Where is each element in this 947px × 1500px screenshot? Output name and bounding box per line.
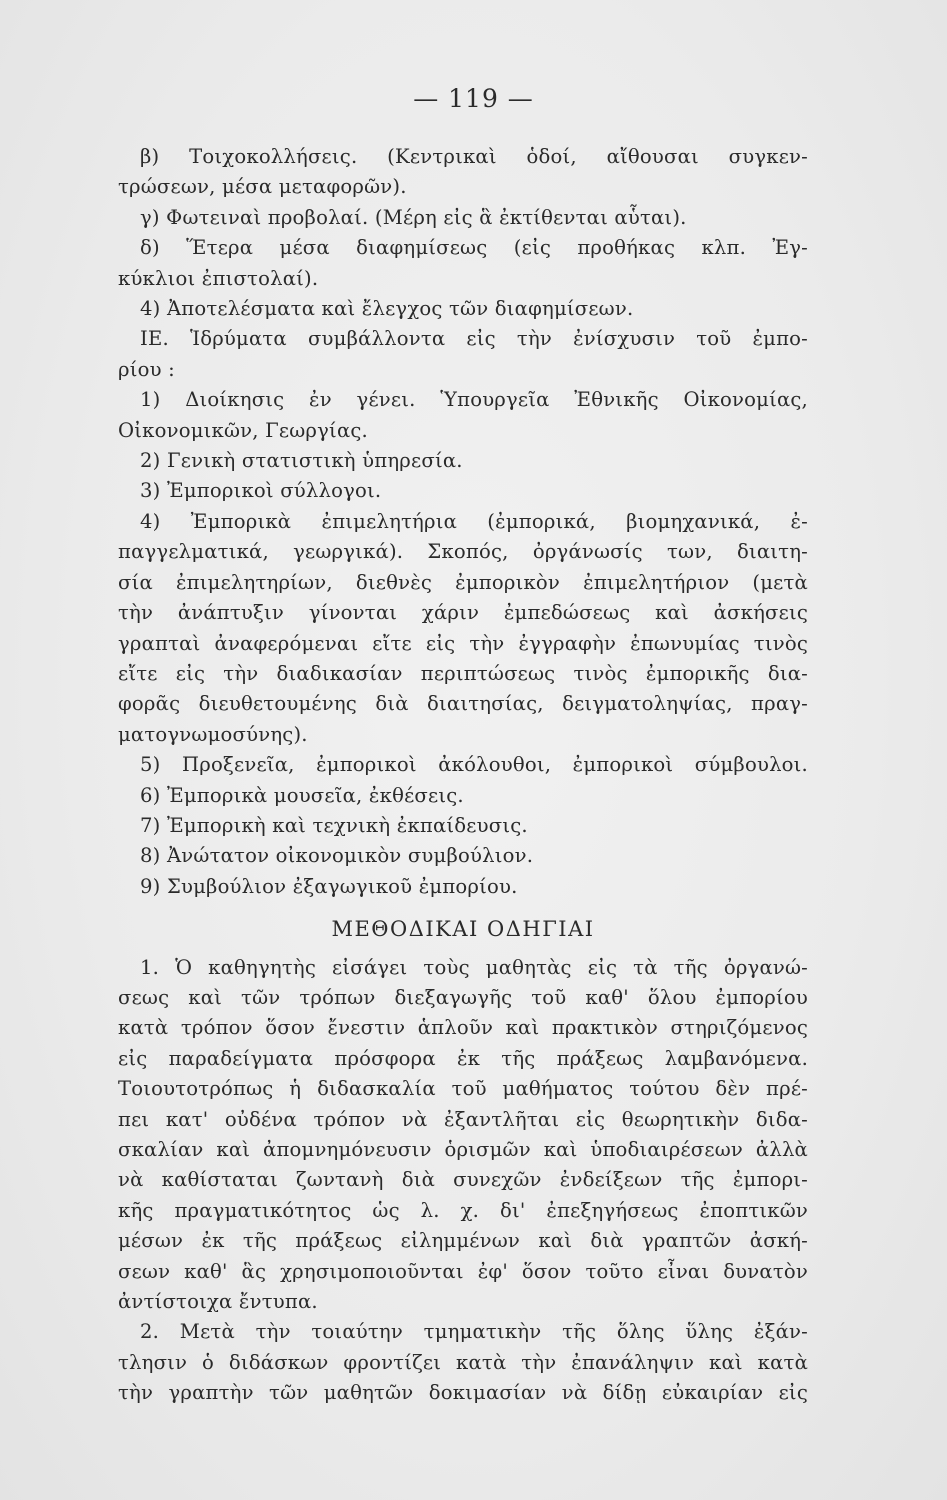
text-line: τρώσεων, μέσα μεταφορῶν). (118, 175, 407, 199)
text-line: τὴν γραπτὴν τῶν μαθητῶν δοκιμασίαν νὰ δίδῃ εὐκαιρίαν εἰς (118, 1381, 808, 1405)
text-line: γραπταὶ ἀναφερόμεναι εἴτε εἰς τὴν ἐγγραφὴν ἐπωνυμίας τινὸς (118, 631, 808, 655)
text-line: σκαλίαν καὶ ἀπομνημόνευσιν ὁρισμῶν καὶ ὑποδιαιρέσεων ἀλλὰ (118, 1138, 808, 1161)
text-line: τλησιν ὁ διδάσκων φροντίζει κατὰ τὴν ἐπανάληψιν καὶ κατὰ (118, 1350, 808, 1374)
text-line: κατὰ τρόπον ὅσον ἔνεστιν ἁπλοῦν καὶ πρακτικὸν στηριζόμενος (118, 1016, 808, 1040)
page-number: — 119 — (413, 84, 534, 113)
text-line: 4) Ἀποτελέσματα καὶ ἔλεγχος τῶν διαφημίσεων. (140, 297, 634, 321)
page-body (118, 142, 808, 1409)
text-line: Τοιουτοτρόπως ἡ διδασκαλία τοῦ μαθήματος τούτου δὲν πρέ- (118, 1077, 808, 1101)
text-line: 5) Προξενεῖα, ἐμπορικοὶ ἀκόλουθοι, ἐμπορικοὶ σύμβουλοι. (140, 753, 808, 777)
text-line: 1. Ὁ καθηγητὴς εἰσάγει τοὺς μαθητὰς εἰς τὰ τῆς ὀργανώ- (140, 955, 808, 979)
text-line: εἴτε εἰς τὴν διαδικασίαν περιπτώσεως τινὸς ἐμπορικῆς δια- (118, 661, 808, 685)
text-line: 2) Γενικὴ στατιστικὴ ὑπηρεσία. (140, 449, 463, 473)
text-line: φορᾶς διευθετουμένης διὰ διαιτησίας, δειγματοληψίας, πραγ- (118, 692, 808, 716)
text-line: σεων καθ' ἃς χρησιμοποιοῦνται ἐφ' ὅσον τοῦτο εἶναι δυνατὸν (118, 1259, 808, 1283)
curriculum-list (118, 142, 808, 902)
text-line: τὴν ἀνάπτυξιν γίνονται χάριν ἐμπεδώσεως καὶ ἀσκήσεις (118, 601, 808, 625)
text-line: 9) Συμβούλιον ἐξαγωγικοῦ ἐμπορίου. (140, 874, 518, 898)
text-line: γ) Φωτειναὶ προβολαί. (Μέρη εἰς ἃ ἐκτίθενται αὗται). (140, 205, 687, 229)
text-line: 8) Ἀνώτατον οἰκονομικὸν συμβούλιον. (140, 844, 534, 868)
text-line: 7) Ἐμπορικὴ καὶ τεχνικὴ ἐκπαίδευσις. (140, 813, 528, 837)
text-line: 3) Ἐμπορικοὶ σύλλογοι. (140, 479, 382, 503)
text-line: παγγελματικά, γεωργικά). Σκοπός, ὀργάνωσίς των, διαιτη- (118, 540, 808, 564)
text-line: Οἰκονομικῶν, Γεωργίας. (118, 418, 368, 442)
text-line: 2. Μετὰ τὴν τοιαύτην τμηματικὴν τῆς ὅλης ὕλης ἐξάν- (140, 1320, 808, 1344)
text-line: 4) Ἐμπορικὰ ἐπιμελητήρια (ἐμπορικά, βιομηχανικά, ἐ- (140, 509, 808, 533)
text-line: ἀντίστοιχα ἔντυπα. (118, 1290, 318, 1314)
text-line: β) Τοιχοκολλήσεις. (Κεντρικαὶ ὁδοί, αἴθουσαι συγκεν- (140, 145, 808, 168)
text-line: 1) Διοίκησις ἐν γένει. Ὑπουργεῖα Ἐθνικῆς Οἰκονομίας, (140, 388, 808, 412)
text-line: ματογνωμοσύνης). (118, 722, 308, 746)
text-line: 6) Ἐμπορικὰ μουσεῖα, ἐκθέσεις. (140, 783, 464, 807)
text-line: εἰς παραδείγματα πρόσφορα ἐκ τῆς πράξεως λαμβανόμενα. (118, 1046, 808, 1070)
text-line: δ) Ἕτερα μέσα διαφημίσεως (εἰς προθήκας κλπ. Ἐγ- (140, 236, 808, 260)
section-heading: ΜΕΘΟΔΙΚΑΙ ΟΔΗΓΙΑΙ (331, 917, 595, 942)
text-line: κύκλιοι ἐπιστολαί). (118, 266, 319, 290)
text-line: ρίου : (118, 357, 175, 381)
text-line: σεως καὶ τῶν τρόπων διεξαγωγῆς τοῦ καθ' ὅλου ἐμπορίου (118, 985, 808, 1009)
methodical-guidelines (118, 953, 808, 1409)
text-line: νὰ καθίσταται ζωντανὴ διὰ συνεχῶν ἐνδείξεων τῆς ἐμπορι- (118, 1168, 808, 1192)
text-line: μέσων ἐκ τῆς πράξεως εἰλημμένων καὶ διὰ γραπτῶν ἀσκή- (118, 1229, 808, 1253)
text-line: κῆς πραγματικότητος ὡς λ. χ. δι' ἐπεξηγήσεως ἐποπτικῶν (118, 1198, 808, 1222)
text-line: πει κατ' οὐδένα τρόπον νὰ ἐξαντλῆται εἰς θεωρητικὴν διδα- (118, 1107, 808, 1131)
text-line: σία ἐπιμελητηρίων, διεθνὲς ἐμπορικὸν ἐπιμελητήριον (μετὰ (118, 570, 808, 594)
text-line: ΙΕ. Ἱδρύματα συμβάλλοντα εἰς τὴν ἐνίσχυσιν τοῦ ἐμπο- (140, 327, 808, 351)
